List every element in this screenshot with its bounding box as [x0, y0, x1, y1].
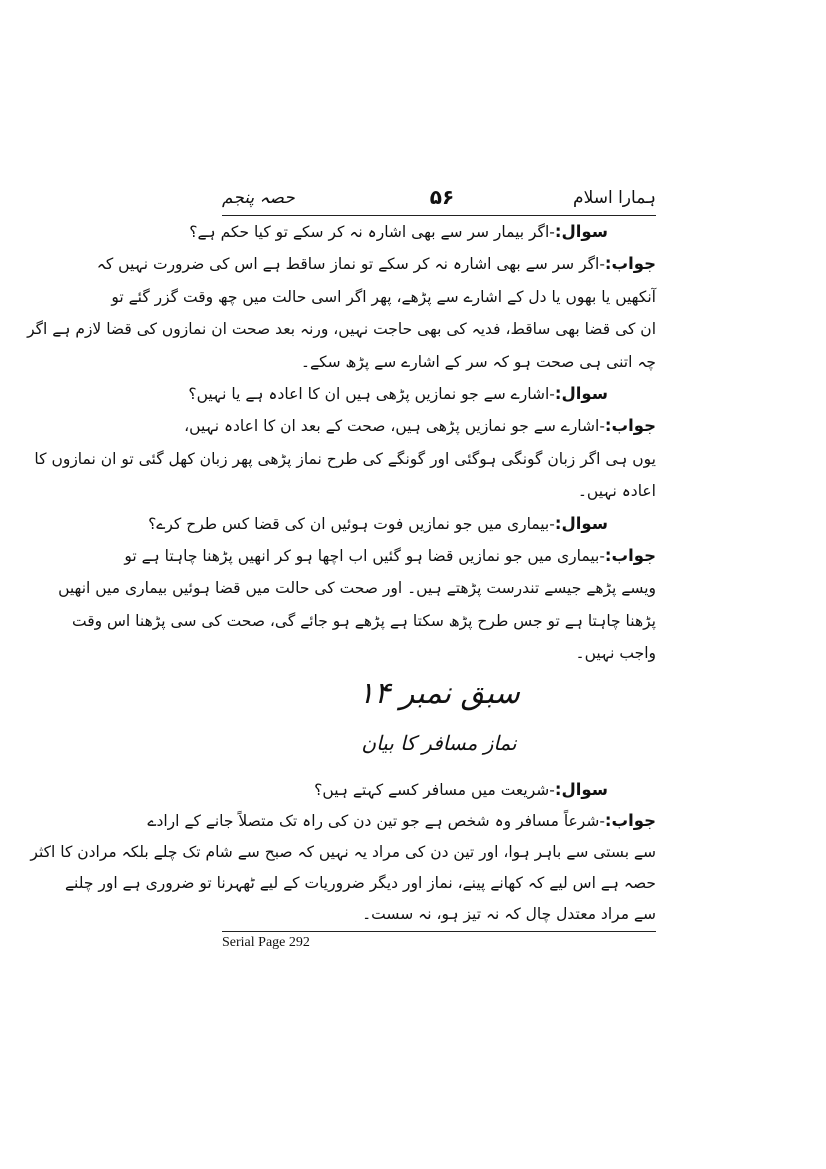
serial-page: Serial Page 292 [222, 935, 310, 950]
question-label: سوال: [554, 222, 608, 241]
book-title: ہمارا اسلام [573, 188, 656, 208]
text-line [222, 348, 656, 376]
line-text: سے مراد معتدل چال کہ نہ تیز ہو، نہ سست۔ [362, 905, 656, 923]
answer-label: جواب: [604, 546, 656, 565]
line-text: ان کی قضا بھی ساقط، فدیہ کی بھی حاجت نہیں، ورنہ بعد صحت ان نمازوں کی قضا لازم ہے اگر [27, 320, 656, 339]
answer-label: جواب: [604, 416, 656, 436]
text-line [222, 900, 656, 928]
footer-rule [222, 931, 656, 932]
question-label: سوال: [554, 384, 608, 403]
question-line [148, 510, 656, 538]
text-line [222, 477, 656, 505]
question-label: سوال: [554, 780, 608, 799]
text-line [64, 869, 656, 897]
line-text: حصہ ہے اس لیے کہ کھانے پینے، نماز اور دیگر ضروریات کے لیے ٹھہرنا تو ضروری ہے اور چلنے [64, 874, 656, 892]
text-line [58, 574, 656, 602]
line-text: واجب نہیں۔ [575, 644, 656, 663]
line-text: -شریعت میں مسافر کسے کہتے ہیں؟ [314, 781, 555, 799]
text-line [27, 315, 656, 343]
line-text: آنکھیں یا بھوں یا دل کے اشارے سے پڑھے، پھر اگر اسی حالت میں چھ وقت گزر گئے تو [111, 287, 656, 306]
text-line [111, 283, 656, 311]
answer-line [124, 542, 656, 570]
line-text: -بیماری میں جو نمازیں قضا ہو گئیں اب اچھا ہو کر انھیں پڑھنا چاہتا ہے تو [124, 547, 605, 565]
answer-line [96, 250, 656, 278]
line-text: -بیماری میں جو نمازیں فوت ہوئیں ان کی قضا کس طرح کرے؟ [148, 514, 555, 533]
lesson-subtitle: نماز مسافر کا بیان [361, 731, 517, 755]
line-text: -شرعاً مسافر وہ شخص ہے جو تین دن کی راہ تک متصلاً جانے کے ارادے [147, 812, 605, 830]
part-label: حصہ پنجم [222, 188, 295, 208]
line-text: -اگر سر سے بھی اشارہ نہ کر سکے تو نماز ساقط ہے اس کی ضرورت نہیں کہ [96, 255, 605, 274]
line-text: یوں ہی اگر زبان گونگی ہوگئی اور گونگے کی طرح نماز پڑھی پھر زبان کھل گئی تو ان نمازوں کا [34, 449, 656, 468]
text-line [34, 445, 656, 473]
page-number: ۵۶ [429, 185, 455, 209]
text-line [71, 607, 656, 635]
line-text: اعادہ نہیں۔ [577, 482, 656, 501]
line-text: چہ اتنی ہی صحت ہو کہ سر کے اشارے سے پڑھ سکے۔ [300, 352, 656, 371]
page-header [222, 187, 656, 213]
question-line [222, 776, 656, 804]
header-rule [222, 215, 656, 216]
question-line [189, 218, 656, 246]
lesson-title: سبق نمبر ۱۴ [358, 676, 520, 711]
question-label: سوال: [554, 513, 608, 533]
answer-label: جواب: [604, 254, 656, 274]
line-text: پڑھنا چاہتا ہے تو جس طرح پڑھ سکتا ہے پڑھے ہو جائے گی، صحت کی سی پڑھنا اس وقت [71, 611, 656, 630]
question-line [188, 380, 656, 408]
text-line [222, 639, 656, 667]
line-text: -اشارے سے جو نمازیں پڑھی ہیں ان کا اعادہ ہے یا نہیں؟ [188, 385, 555, 403]
line-text: ویسے پڑھے جیسے تندرست پڑھتے ہیں۔ اور صحت کی حالت میں قضا ہوئیں بیماری میں انھیں [58, 579, 656, 598]
answer-label: جواب: [604, 811, 656, 830]
answer-line [184, 412, 656, 440]
text-line [30, 838, 656, 866]
answer-line [147, 807, 656, 835]
line-text: -اشارے سے جو نمازیں پڑھی ہیں، صحت کے بعد ان کا اعادہ نہیں، [184, 417, 605, 436]
line-text: سے بستی سے باہر ہوا، اور تین دن کی مراد یہ نہیں کہ صبح سے شام تک چلے بلکہ مرادن کا اکثر [30, 843, 656, 861]
line-text: -اگر بیمار سر سے بھی اشارہ نہ کر سکے تو کیا حکم ہے؟ [189, 223, 555, 241]
